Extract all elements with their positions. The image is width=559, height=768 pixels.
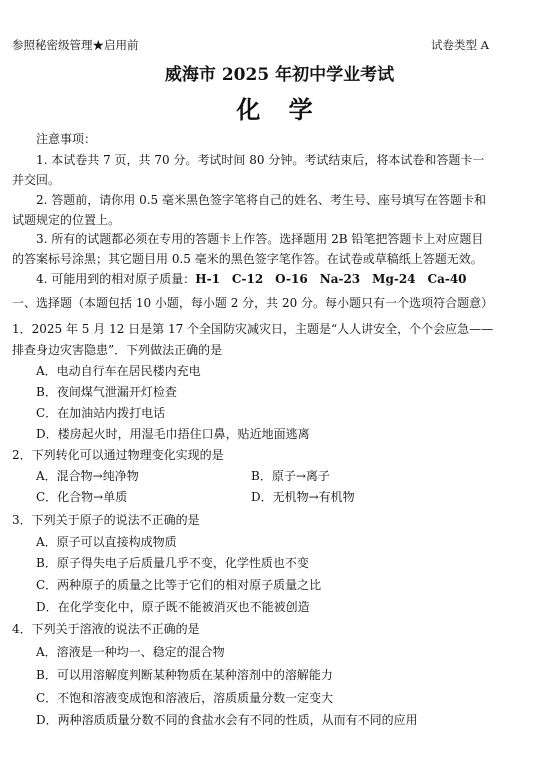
- question-4-option-a: A．溶液是一种均一、稳定的混合物: [36, 645, 225, 659]
- header-paper-type: 试卷类型 A: [431, 38, 489, 52]
- notice-item-2: 2. 答题前，请你用 0.5 毫米黑色签字笔将自己的姓名、考生号、座号填写在答题卡和: [36, 193, 486, 207]
- question-4-option-c: C．不饱和溶液变成饱和溶液后，溶质质量分数一定变大: [36, 691, 334, 705]
- question-2-stem: 2．下列转化可以通过物理变化实现的是: [12, 448, 224, 462]
- question-4-option-d: D．两种溶质质量分数不同的食盐水会有不同的性质，从而有不同的应用: [36, 713, 418, 727]
- notice-item-2-cont: 试题规定的位置上。: [12, 213, 121, 227]
- question-1-option-c: C．在加油站内拨打电话: [36, 406, 166, 420]
- question-3-stem: 3．下列关于原子的说法不正确的是: [12, 513, 200, 527]
- question-1-stem: 1．2025 年 5 月 12 日是第 17 个全国防灾减灾日，主题是“人人讲安全，个个会应急——: [12, 322, 494, 336]
- question-2-option-b: B．原子→离子: [251, 469, 330, 483]
- atomic-masses: H-1 C-12 O-16 Na-23 Mg-24 Ca-40: [195, 272, 467, 286]
- header-secrecy: 参照秘密级管理★启用前: [12, 38, 139, 52]
- notice-heading: 注意事项：: [36, 132, 97, 146]
- notice-item-1-cont: 并交回。: [12, 173, 61, 187]
- question-1-option-a: A．电动自行车在居民楼内充电: [36, 364, 201, 378]
- exam-title: 威海市 2025 年初中学业考试: [164, 65, 395, 85]
- question-1-option-d: D．楼房起火时，用湿毛巾捂住口鼻，贴近地面逃离: [36, 427, 310, 441]
- question-2-option-a: A．混合物→纯净物: [36, 469, 139, 483]
- question-2-option-c: C．化合物→单质: [36, 490, 128, 504]
- question-1-stem-cont: 排查身边灾害隐患”．下列做法正确的是: [12, 343, 223, 357]
- subject-title: 化 学: [236, 95, 323, 124]
- question-4-stem: 4．下列关于溶液的说法不正确的是: [12, 622, 200, 636]
- question-3-option-a: A．原子可以直接构成物质: [36, 535, 177, 549]
- notice-item-1: 1. 本试卷共 7 页，共 70 分。考试时间 80 分钟。考试结束后，将本试卷和答题卡一: [36, 153, 485, 167]
- question-3-option-c: C．两种原子的质量之比等于它们的相对原子质量之比: [36, 578, 322, 592]
- section-heading: 一、选择题（本题包括 10 小题，每小题 2 分，共 20 分。每小题只有一个选项符合题意）: [12, 296, 494, 310]
- question-2-option-d: D．无机物→有机物: [251, 490, 355, 504]
- question-3-option-d: D．在化学变化中，原子既不能被消灭也不能被创造: [36, 600, 310, 614]
- notice-item-3-cont: 的答案标号涂黑；其它题目用 0.5 毫米的黑色签字笔作答。在试卷或草稿纸上答题无效。: [12, 252, 483, 266]
- notice-item-4: [36, 272, 467, 286]
- question-4-option-b: B．可以用溶解度判断某种物质在某种溶剂中的溶解能力: [36, 668, 333, 682]
- question-1-option-b: B．夜间煤气泄漏开灯检查: [36, 385, 177, 399]
- question-3-option-b: B．原子得失电子后质量几乎不变，化学性质也不变: [36, 556, 309, 570]
- notice-item-3: 3. 所有的试题都必须在专用的答题卡上作答。选择题用 2B 铅笔把答题卡上对应题目: [36, 232, 484, 246]
- notice-item-4-label: 4. 可能用到的相对原子质量：: [36, 272, 196, 286]
